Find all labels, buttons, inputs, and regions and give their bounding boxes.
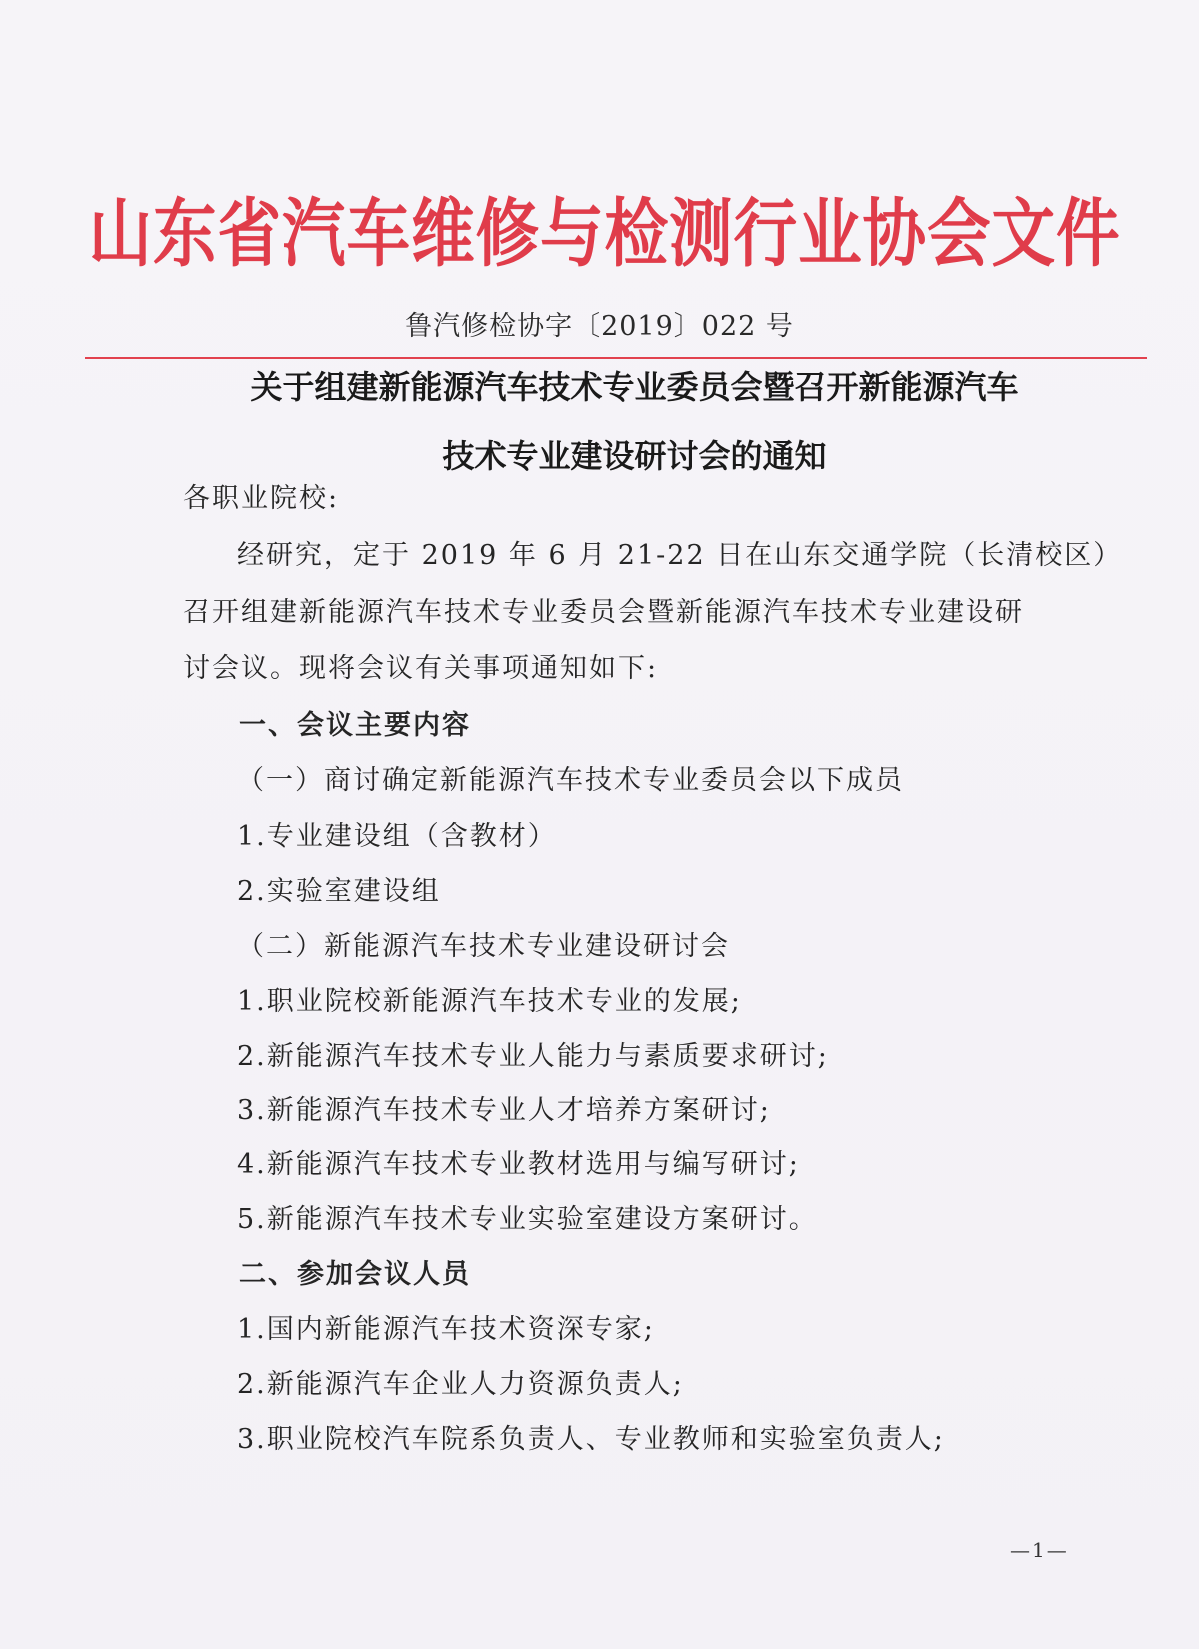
sub-1-item-1: 1.专业建设组（含教材） xyxy=(237,821,557,852)
salutation: 各职业院校: xyxy=(183,483,340,514)
intro-line-1: 经研究，定于 2019 年 6 月 21-22 日在山东交通学院（长清校区） xyxy=(237,540,1123,571)
intro-line-2: 召开组建新能源汽车技术专业委员会暨新能源汽车技术专业建设研 xyxy=(183,597,1024,628)
section-2-item-2: 2.新能源汽车企业人力资源负责人; xyxy=(237,1369,684,1400)
document-number: 鲁汽修检协字〔2019〕022 号 xyxy=(405,311,794,342)
sub-2-item-2: 2.新能源汽车技术专业人能力与素质要求研讨; xyxy=(237,1041,829,1072)
sub-2-item-1: 1.职业院校新能源汽车技术专业的发展; xyxy=(237,986,742,1017)
sub-1-heading: （一）商讨确定新能源汽车技术专业委员会以下成员 xyxy=(237,765,904,796)
intro-line-3: 讨会议。现将会议有关事项通知如下: xyxy=(183,653,659,684)
sub-2-item-4: 4.新能源汽车技术专业教材选用与编写研讨; xyxy=(237,1149,800,1180)
sub-1-item-2: 2.实验室建设组 xyxy=(237,876,441,907)
section-2-item-1: 1.国内新能源汽车技术资深专家; xyxy=(237,1314,655,1345)
sub-2-heading: （二）新能源汽车技术专业建设研讨会 xyxy=(237,931,730,962)
page-number: —1— xyxy=(1010,1538,1069,1562)
section-1-heading: 一、会议主要内容 xyxy=(239,710,471,741)
section-2-item-3: 3.职业院校汽车院系负责人、专业教师和实验室负责人; xyxy=(237,1424,945,1455)
section-2-heading: 二、参加会议人员 xyxy=(239,1259,471,1290)
subject-line-2: 技术专业建设研讨会的通知 xyxy=(442,437,827,475)
subject-line-1: 关于组建新能源汽车技术专业委员会暨召开新能源汽车 xyxy=(250,368,1019,406)
sub-2-item-5: 5.新能源汽车技术专业实验室建设方案研讨。 xyxy=(237,1204,818,1235)
red-divider-rule xyxy=(85,357,1147,359)
sub-2-item-3: 3.新能源汽车技术专业人才培养方案研讨; xyxy=(237,1095,771,1126)
org-letterhead-title: 山东省汽车维修与检测行业协会文件 xyxy=(88,191,1121,277)
